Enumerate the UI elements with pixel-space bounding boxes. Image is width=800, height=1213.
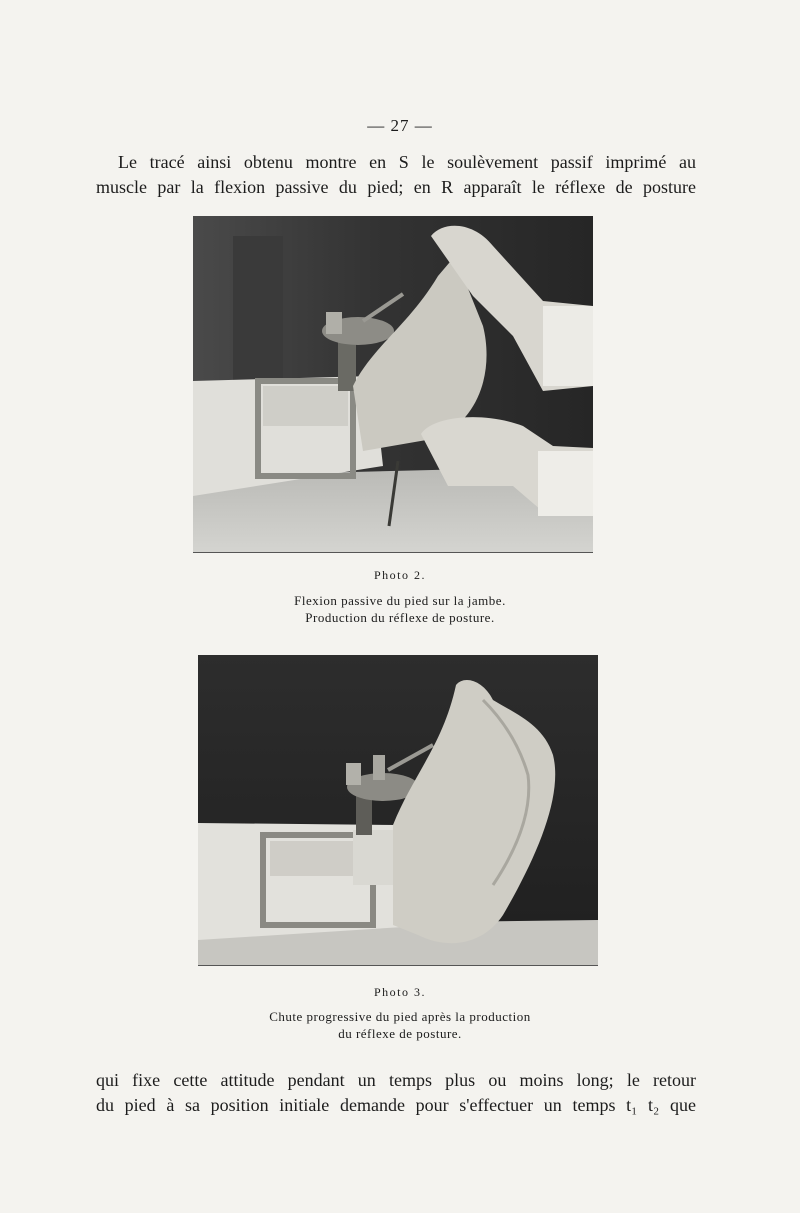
paragraph-top — [96, 150, 696, 200]
photo-3-caption — [0, 1008, 800, 1042]
photo-2-caption-line-1: Flexion passive du pied sur la jambe. — [294, 593, 506, 608]
photo-3-image — [198, 655, 598, 966]
page-number: — 27 — — [367, 116, 433, 135]
photo-2-caption-line-2: Production du réflexe de posture. — [305, 610, 495, 625]
paragraph-top-line-2: muscle par la flexion passive du pied; en R apparaît le réflexe de posture — [96, 177, 696, 197]
paragraph-bottom-line-2: du pied à sa position initiale demande pour s'effectuer un temps t₁ t₂ que — [96, 1095, 696, 1115]
paragraph-top-line-1: Le tracé ainsi obtenu montre en S le soulèvement passif imprimé au — [118, 152, 696, 172]
paragraph-bottom — [96, 1068, 696, 1118]
photo-3-caption-line-1: Chute progressive du pied après la production — [269, 1009, 531, 1024]
photo-2-label: Photo 2. — [373, 568, 426, 582]
photo-3-caption-line-2: du réflexe de posture. — [338, 1026, 462, 1041]
photo-3-label: Photo 3. — [373, 985, 426, 999]
paragraph-bottom-line-1: qui fixe cette attitude pendant un temps plus ou moins long; le retour — [96, 1070, 696, 1090]
photo-2-image — [193, 216, 593, 553]
photo-2-caption — [0, 592, 800, 626]
